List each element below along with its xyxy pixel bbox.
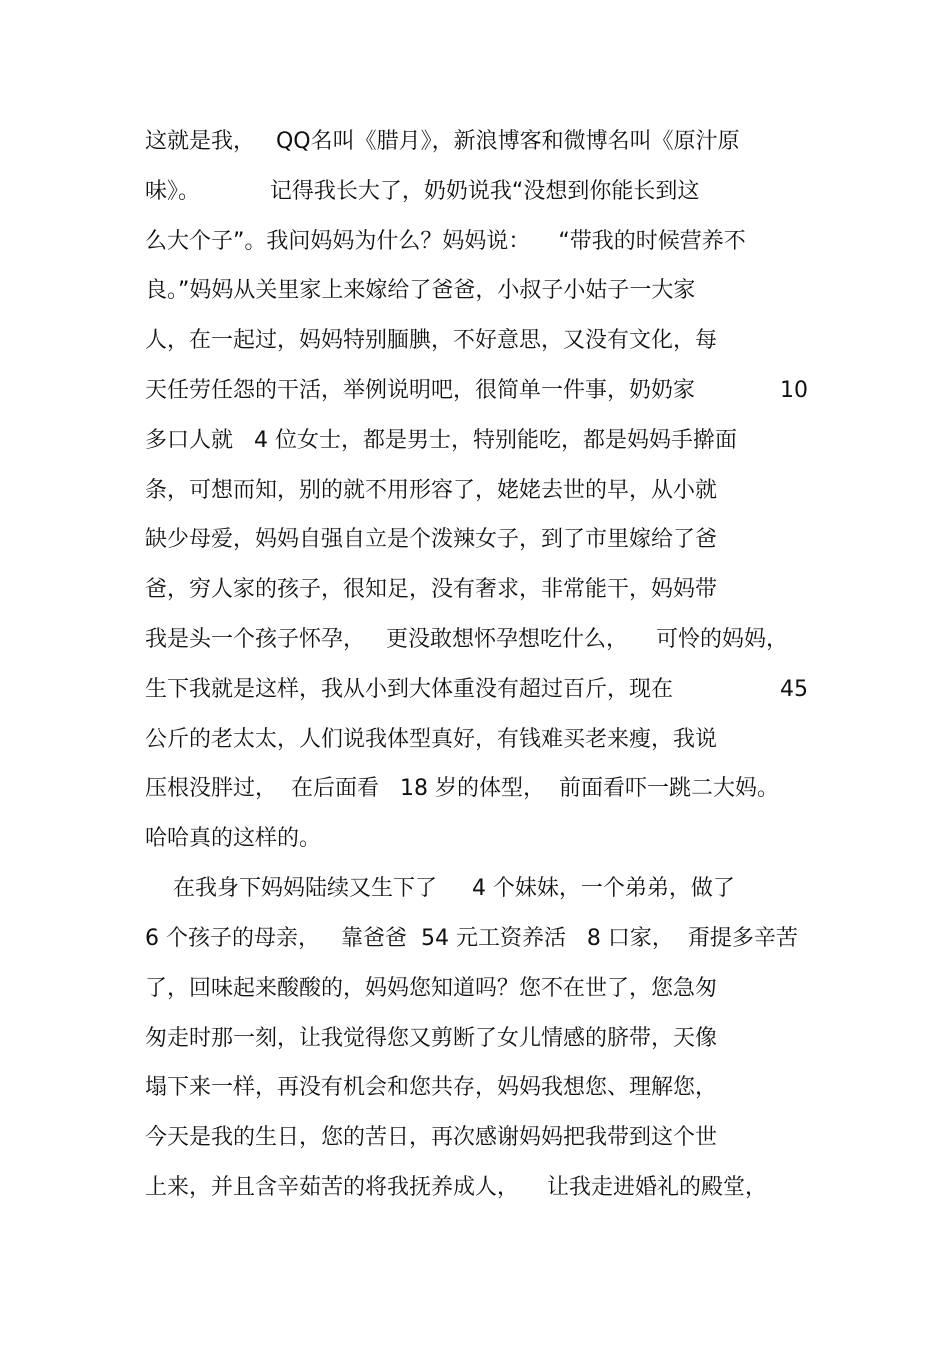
text-line-2: 味》。 记得我长大了，奶奶说我“没想到你能长到这: [145, 179, 700, 204]
text-line-14: 压根没胖过， 在后面看 18 岁的体型， 前面看吓一跳二大妈。: [145, 776, 779, 801]
text-line-7: 多口人就 4 位女士，都是男士，特别能吃，都是妈妈手擀面: [145, 428, 737, 453]
text-line-15: 哈哈真的这样的。: [145, 826, 322, 851]
text-line-17: 6 个孩子的母亲， 靠爸爸 54 元工资养活 8 口家， 甭提多辛苦: [145, 926, 798, 951]
text-line-18: 了，回味起来酸酸的，妈妈您知道吗？您不在世了，您急匆: [145, 976, 718, 1001]
text-line-22: 上来，并且含辛茹苦的将我抚养成人， 让我走进婚礼的殿堂，: [145, 1175, 767, 1200]
text-line-12: 生下我就是这样，我从小到大体重没有超过百斤，现在: [145, 677, 674, 702]
right-number-10: 10: [780, 378, 808, 403]
text-line-10: 爸，穷人家的孩子，很知足，没有奢求，非常能干，妈妈带: [145, 577, 718, 602]
text-line-19: 匆走时那一刻，让我觉得您又剪断了女儿情感的脐带，天像: [145, 1026, 718, 1051]
text-line-5: 人，在一起过，妈妈特别腼腆，不好意思，又没有文化，每: [145, 328, 718, 353]
text-line-4: 良。”妈妈从关里家上来嫁给了爸爸，小叔子小姑子一大家: [145, 278, 696, 303]
text-line-11: 我是头一个孩子怀孕， 更没敢想怀孕想吃什么， 可怜的妈妈，: [145, 627, 788, 652]
text-line-16: 在我身下妈妈陆续又生下了 4 个妹妹，一个弟弟，做了: [145, 876, 735, 901]
right-number-45: 45: [780, 677, 808, 702]
text-line-9: 缺少母爱，妈妈自强自立是个泼辣女子，到了市里嫁给了爸: [145, 527, 718, 552]
text-line-1: 这就是我， QQ名叫《腊月》，新浪博客和微博名叫《原汁原: [145, 129, 740, 154]
text-line-13: 公斤的老太太，人们说我体型真好，有钱难买老来瘦，我说: [145, 727, 718, 752]
text-line-20: 塌下来一样，再没有机会和您共存，妈妈我想您、理解您，: [145, 1075, 718, 1100]
text-line-6: 天任劳任怨的干活，举例说明吧，很简单一件事，奶奶家: [145, 378, 696, 403]
text-line-8: 条，可想而知，别的就不用形容了，姥姥去世的早，从小就: [145, 478, 718, 503]
text-line-21: 今天是我的生日，您的苦日，再次感谢妈妈把我带到这个世: [145, 1125, 718, 1150]
text-line-3: 么大个子”。我问妈妈为什么？妈妈说： “带我的时候营养不: [145, 229, 746, 254]
